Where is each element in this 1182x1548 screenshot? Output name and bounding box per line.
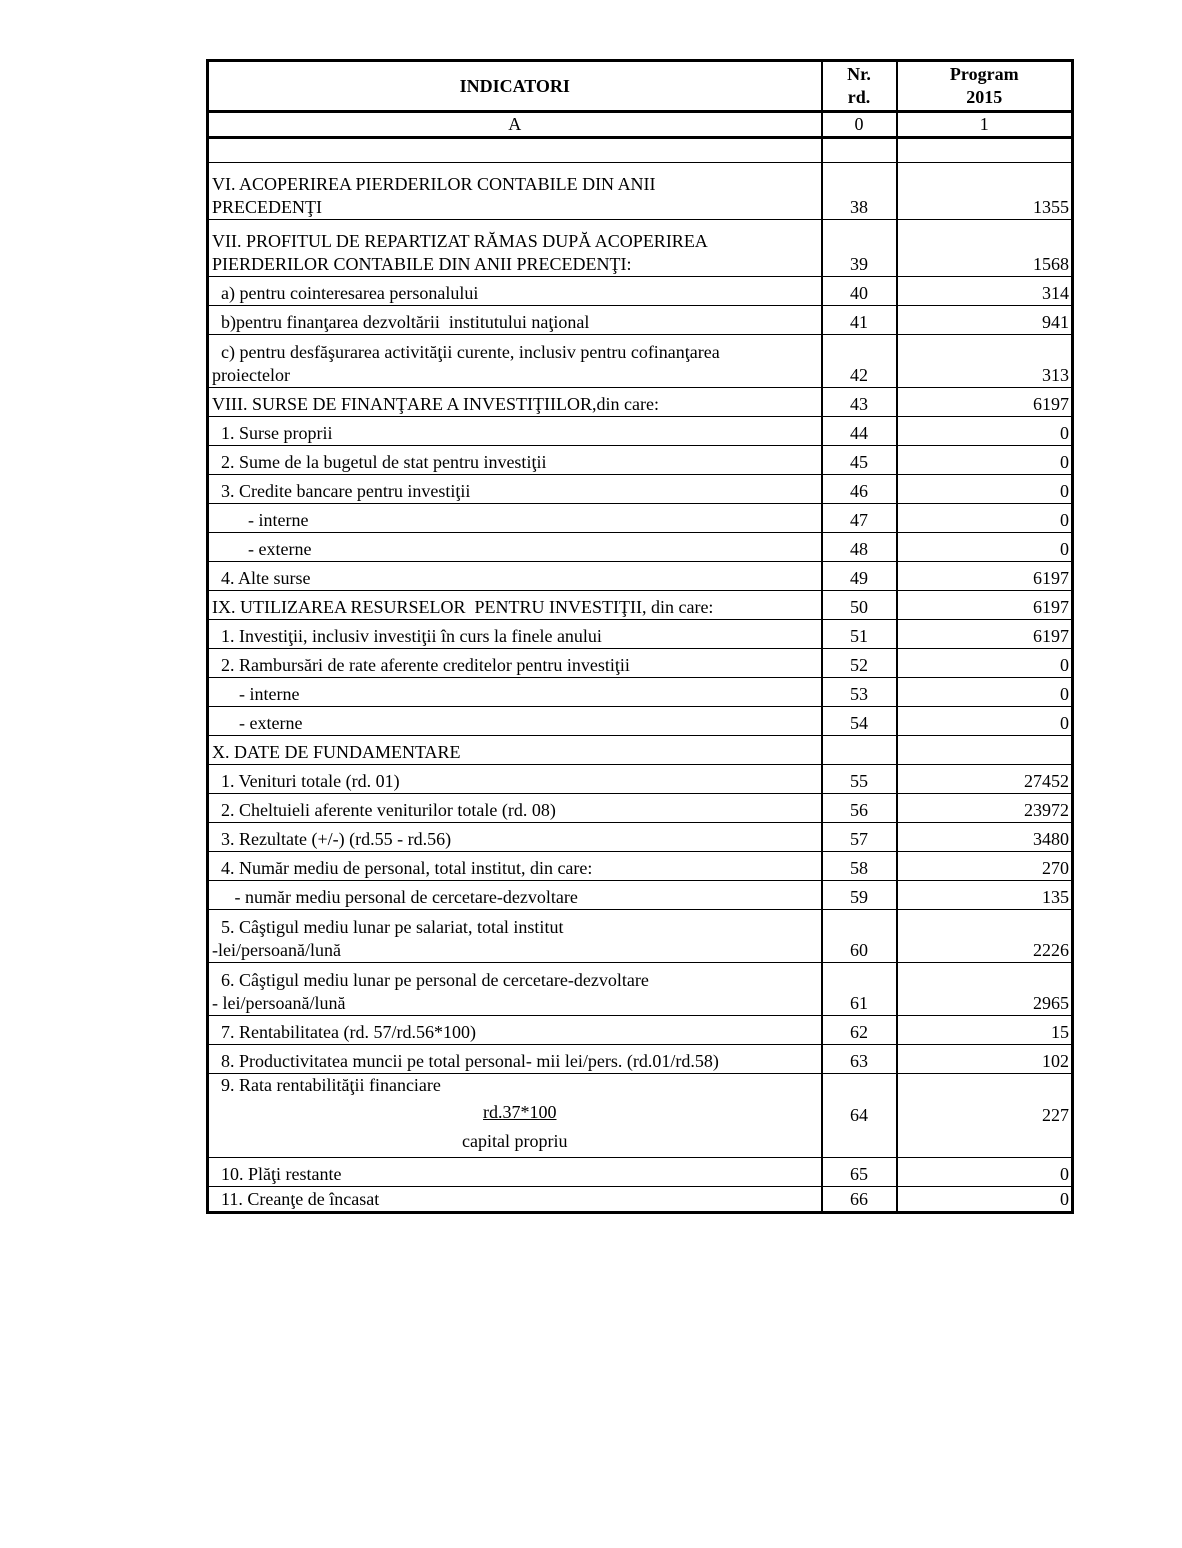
indicator-label: 6. Câştigul mediu lunar pe personal de cercetare-dezvoltare - lei/persoană/lună (208, 963, 822, 1016)
program-value: 6197 (897, 620, 1073, 649)
row-number: 49 (822, 562, 897, 591)
table-row (208, 388, 1073, 417)
program-value: 2965 (897, 963, 1073, 1016)
row-number: 50 (822, 591, 897, 620)
indicator-label: - externe (208, 707, 822, 736)
program-value: 0 (897, 475, 1073, 504)
program-value: 6197 (897, 388, 1073, 417)
table-row (208, 707, 1073, 736)
header-program (897, 61, 1073, 112)
program-value: 313 (897, 335, 1073, 388)
table-row (208, 881, 1073, 910)
table-row (208, 417, 1073, 446)
indicator-label (208, 138, 822, 163)
indicator-label: b)pentru finanţarea dezvoltării institutului naţional (208, 306, 822, 335)
header-program-line1: Program (949, 64, 1019, 84)
column-letter-a: A (208, 112, 822, 138)
row-number: 41 (822, 306, 897, 335)
row-number: 58 (822, 852, 897, 881)
row-number: 51 (822, 620, 897, 649)
indicator-label: - interne (208, 504, 822, 533)
indicator-label: 5. Câştigul mediu lunar pe salariat, total institut -lei/persoană/lună (208, 910, 822, 963)
program-value: 314 (897, 277, 1073, 306)
column-letter-1: 1 (897, 112, 1073, 138)
program-value: 0 (897, 417, 1073, 446)
row-number: 46 (822, 475, 897, 504)
indicators-table (206, 59, 1074, 1214)
indicator-label: VIII. SURSE DE FINANŢARE A INVESTIŢIILOR,din care: (208, 388, 822, 417)
table-row (208, 335, 1073, 388)
table-row-ratio (208, 1074, 1073, 1158)
table-row (208, 220, 1073, 277)
program-value (897, 138, 1073, 163)
program-value: 0 (897, 533, 1073, 562)
program-value: 0 (897, 649, 1073, 678)
program-value: 27452 (897, 765, 1073, 794)
indicator-label: - interne (208, 678, 822, 707)
table-row (208, 1187, 1073, 1213)
indicator-label: 7. Rentabilitatea (rd. 57/rd.56*100) (208, 1016, 822, 1045)
indicator-label: 2. Sume de la bugetul de stat pentru investiţii (208, 446, 822, 475)
table-row (208, 504, 1073, 533)
table-row (208, 277, 1073, 306)
row-number: 55 (822, 765, 897, 794)
program-value: 0 (897, 678, 1073, 707)
ratio-label: 9. Rata rentabilităţii financiare (212, 1075, 441, 1095)
indicator-label: 10. Plăţi restante (208, 1158, 822, 1187)
table-row (208, 1045, 1073, 1074)
program-value: 1568 (897, 220, 1073, 277)
program-value: 6197 (897, 591, 1073, 620)
table-row (208, 475, 1073, 504)
indicator-label: 2. Rambursări de rate aferente creditelor pentru investiţii (208, 649, 822, 678)
row-number: 39 (822, 220, 897, 277)
row-number: 60 (822, 910, 897, 963)
column-letter-0: 0 (822, 112, 897, 138)
indicator-label: IX. UTILIZAREA RESURSELOR PENTRU INVESTIŢII, din care: (208, 591, 822, 620)
table-row (208, 794, 1073, 823)
table-row (208, 163, 1073, 220)
header-nr-line1: Nr. (847, 64, 871, 84)
row-number: 47 (822, 504, 897, 533)
table-row (208, 649, 1073, 678)
indicator-label: 8. Productivitatea muncii pe total personal- mii lei/pers. (rd.01/rd.58) (208, 1045, 822, 1074)
indicator-label: 4. Număr mediu de personal, total institut, din care: (208, 852, 822, 881)
header-indicatori: INDICATORI (208, 61, 822, 112)
table-row (208, 446, 1073, 475)
indicator-label: c) pentru desfăşurarea activităţii curente, inclusiv pentru cofinanţarea proiectelor (208, 335, 822, 388)
indicator-label: 4. Alte surse (208, 562, 822, 591)
indicator-label: X. DATE DE FUNDAMENTARE (208, 736, 822, 765)
indicator-label: 3. Credite bancare pentru investiţii (208, 475, 822, 504)
indicator-label: VII. PROFITUL DE REPARTIZAT RĂMAS DUPĂ ACOPERIREA PIERDERILOR CONTABILE DIN ANII PRECEDENŢI: (208, 220, 822, 277)
row-number: 63 (822, 1045, 897, 1074)
row-number: 54 (822, 707, 897, 736)
row-number: 45 (822, 446, 897, 475)
row-number: 52 (822, 649, 897, 678)
row-number (822, 138, 897, 163)
program-value: 6197 (897, 562, 1073, 591)
row-number: 59 (822, 881, 897, 910)
program-value: 941 (897, 306, 1073, 335)
row-number: 42 (822, 335, 897, 388)
row-number (822, 736, 897, 765)
row-number: 43 (822, 388, 897, 417)
indicator-label: 1. Surse proprii (208, 417, 822, 446)
indicator-label: - externe (208, 533, 822, 562)
indicator-label: a) pentru cointeresarea personalului (208, 277, 822, 306)
program-value: 0 (897, 446, 1073, 475)
column-letter-row (208, 112, 1073, 138)
program-value: 3480 (897, 823, 1073, 852)
row-number: 57 (822, 823, 897, 852)
row-number: 48 (822, 533, 897, 562)
table-row (208, 533, 1073, 562)
indicator-label: 3. Rezultate (+/-) (rd.55 - rd.56) (208, 823, 822, 852)
row-number: 62 (822, 1016, 897, 1045)
table-row (208, 852, 1073, 881)
table-row (208, 591, 1073, 620)
program-value: 270 (897, 852, 1073, 881)
program-value: 0 (897, 707, 1073, 736)
row-number: 53 (822, 678, 897, 707)
table-row (208, 963, 1073, 1016)
program-value: 15 (897, 1016, 1073, 1045)
table-row (208, 306, 1073, 335)
row-number: 66 (822, 1187, 897, 1213)
program-value: 23972 (897, 794, 1073, 823)
program-value: 0 (897, 1187, 1073, 1213)
indicators-table-body (208, 61, 1073, 1213)
table-row (208, 138, 1073, 163)
indicator-label: 2. Cheltuieli aferente veniturilor totale (rd. 08) (208, 794, 822, 823)
program-value: 135 (897, 881, 1073, 910)
indicator-label-ratio (208, 1074, 822, 1158)
table-row (208, 678, 1073, 707)
table-row (208, 620, 1073, 649)
header-nr-rd (822, 61, 897, 112)
row-number: 64 (822, 1074, 897, 1158)
row-number: 44 (822, 417, 897, 446)
program-value: 1355 (897, 163, 1073, 220)
indicator-label: 1. Venituri totale (rd. 01) (208, 765, 822, 794)
row-number: 56 (822, 794, 897, 823)
ratio-denominator: capital propriu (462, 1131, 568, 1151)
header-program-line2: 2015 (966, 87, 1003, 107)
ratio-numerator: rd.37*100 (483, 1102, 557, 1122)
program-value: 227 (897, 1074, 1073, 1158)
program-value (897, 736, 1073, 765)
table-row (208, 562, 1073, 591)
indicator-label: VI. ACOPERIREA PIERDERILOR CONTABILE DIN ANII PRECEDENŢI (208, 163, 822, 220)
table-row (208, 765, 1073, 794)
indicator-label: 1. Investiţii, inclusiv investiţii în curs la finele anului (208, 620, 822, 649)
header-row (208, 61, 1073, 112)
table-row (208, 1158, 1073, 1187)
table-row (208, 736, 1073, 765)
header-nr-line2: rd. (847, 87, 871, 107)
program-value: 102 (897, 1045, 1073, 1074)
program-value: 2226 (897, 910, 1073, 963)
indicator-label: 11. Creanţe de încasat (208, 1187, 822, 1213)
indicator-label: - număr mediu personal de cercetare-dezvoltare (208, 881, 822, 910)
table-row (208, 823, 1073, 852)
row-number: 38 (822, 163, 897, 220)
table-row (208, 910, 1073, 963)
table-row (208, 1016, 1073, 1045)
row-number: 65 (822, 1158, 897, 1187)
row-number: 40 (822, 277, 897, 306)
row-number: 61 (822, 963, 897, 1016)
program-value: 0 (897, 1158, 1073, 1187)
program-value: 0 (897, 504, 1073, 533)
